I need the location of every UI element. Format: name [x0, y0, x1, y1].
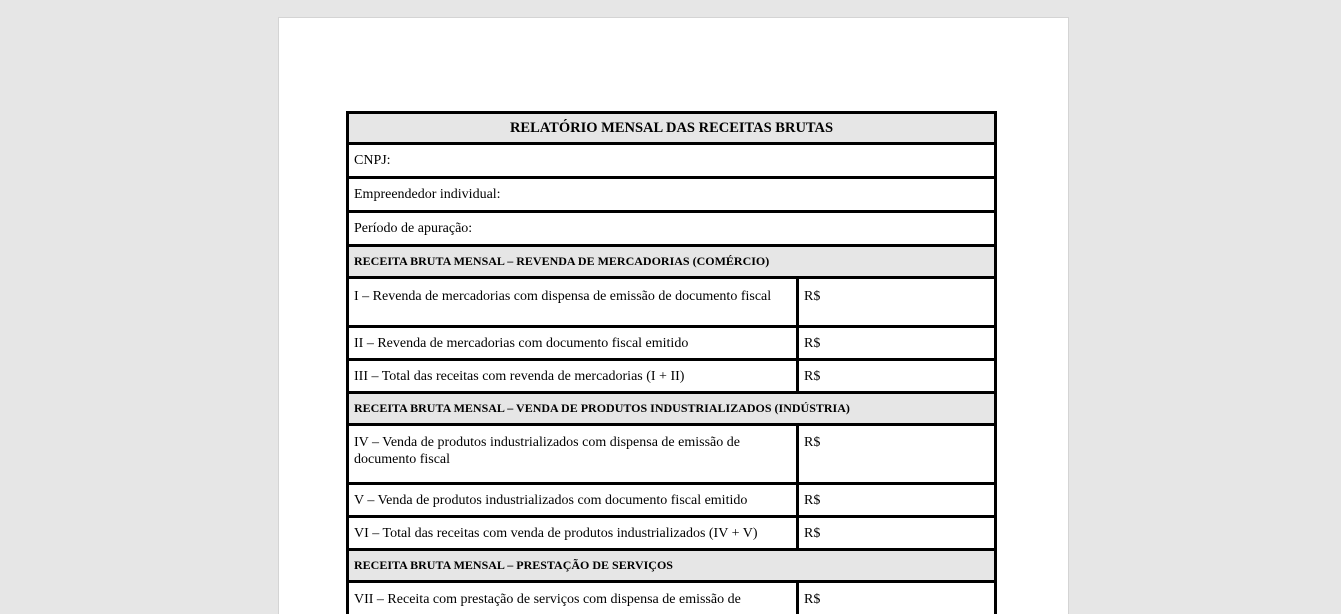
item-label: VII – Receita com prestação de serviços com dispensa de emissão de [348, 582, 798, 614]
item-label: V – Venda de produtos industrializados com documento fiscal emitido [348, 484, 798, 517]
cnpj-field[interactable]: CNPJ: [348, 144, 996, 178]
period-field[interactable]: Período de apuração: [348, 212, 996, 246]
section-heading-industry: RECEITA BRUTA MENSAL – VENDA DE PRODUTOS INDUSTRIALIZADOS (INDÚSTRIA) [348, 393, 996, 425]
table-row [348, 582, 996, 614]
item-label: I – Revenda de mercadorias com dispensa de emissão de documento fiscal [348, 278, 798, 327]
item-value-field[interactable]: R$ [798, 360, 996, 393]
section-heading-services: RECEITA BRUTA MENSAL – PRESTAÇÃO DE SERVIÇOS [348, 550, 996, 582]
table-title-row [348, 113, 996, 144]
table-row [348, 278, 996, 327]
item-label: VI – Total das receitas com venda de produtos industrializados (IV + V) [348, 517, 798, 550]
entrepreneur-field[interactable]: Empreendedor individual: [348, 178, 996, 212]
field-row-period [348, 212, 996, 246]
item-value-field[interactable]: R$ [798, 425, 996, 484]
table-row [348, 327, 996, 360]
field-row-entrepreneur [348, 178, 996, 212]
section-heading-commerce: RECEITA BRUTA MENSAL – REVENDA DE MERCADORIAS (COMÉRCIO) [348, 246, 996, 278]
item-value-field[interactable]: R$ [798, 278, 996, 327]
item-label: IV – Venda de produtos industrializados com dispensa de emissão de documento fiscal [348, 425, 798, 484]
table-row [348, 517, 996, 550]
item-value-field[interactable]: R$ [798, 517, 996, 550]
table-row [348, 484, 996, 517]
item-value-field[interactable]: R$ [798, 582, 996, 614]
section-heading-row-commerce [348, 246, 996, 278]
field-row-cnpj [348, 144, 996, 178]
item-label: III – Total das receitas com revenda de mercadorias (I + II) [348, 360, 798, 393]
revenue-report-table [346, 111, 997, 614]
table-row [348, 360, 996, 393]
section-heading-row-services [348, 550, 996, 582]
item-value-field[interactable]: R$ [798, 327, 996, 360]
item-label: II – Revenda de mercadorias com documento fiscal emitido [348, 327, 798, 360]
table-row [348, 425, 996, 484]
report-title: RELATÓRIO MENSAL DAS RECEITAS BRUTAS [348, 113, 996, 144]
section-heading-row-industry [348, 393, 996, 425]
item-value-field[interactable]: R$ [798, 484, 996, 517]
